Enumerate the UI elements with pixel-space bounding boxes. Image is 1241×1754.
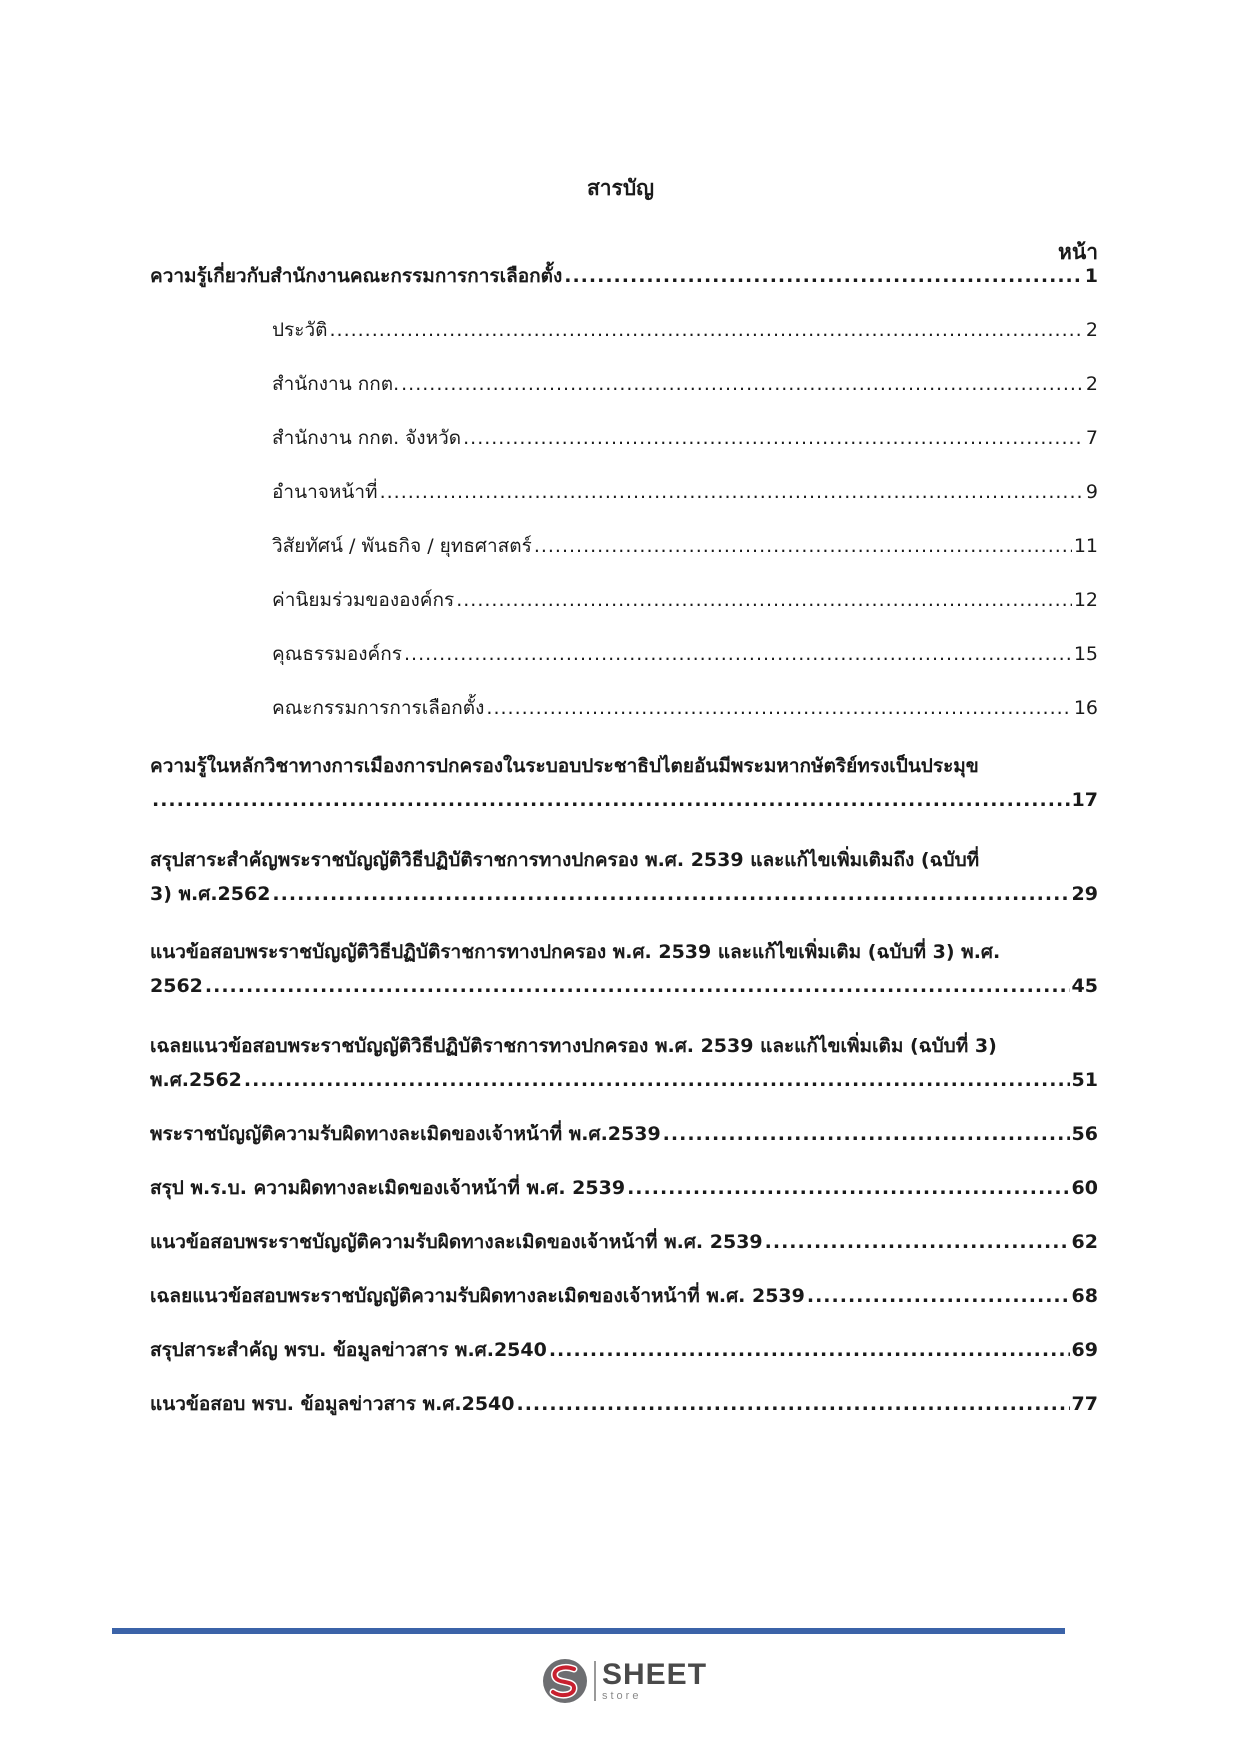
toc-entry-text: ความรู้เกี่ยวกับสำนักงานคณะกรรมการการเลือกตั้ง: [150, 265, 563, 287]
toc-entry-text: พ.ศ.2562: [150, 1069, 242, 1091]
toc-entry-page: 56: [1071, 1123, 1098, 1145]
toc-entry[interactable]: [150, 1282, 1098, 1310]
toc-entry-page: 69: [1071, 1339, 1098, 1361]
toc-entry-page: 68: [1071, 1285, 1098, 1307]
toc-entry[interactable]: [150, 972, 1098, 1000]
toc-entry-page: 15: [1073, 643, 1098, 665]
toc-entry-page: 29: [1071, 883, 1098, 905]
toc-entry-text: คุณธรรมองค์กร: [272, 643, 402, 665]
toc-subentry[interactable]: [272, 316, 1098, 344]
brand-logo: [540, 1656, 707, 1706]
toc-subentry[interactable]: [272, 424, 1098, 452]
toc-entry-page: 2: [1085, 373, 1098, 395]
dot-leader: [549, 1336, 1070, 1364]
dot-leader: [765, 1228, 1070, 1256]
toc-entry-text: สำนักงาน กกต.: [272, 373, 400, 395]
dot-leader: [517, 1390, 1070, 1418]
logo-divider: [594, 1661, 596, 1701]
brand-subtitle: store: [602, 1690, 642, 1702]
toc-entry-text: ประวัติ: [272, 319, 328, 341]
toc-subentry[interactable]: [272, 532, 1098, 560]
toc-entry-text: แนวข้อสอบพระราชบัญญัติความรับผิดทางละเมิดของเจ้าหน้าที่ พ.ศ. 2539: [150, 1231, 763, 1253]
toc-subentry[interactable]: [272, 370, 1098, 398]
toc-entry[interactable]: [150, 880, 1098, 908]
toc-entry[interactable]: [150, 262, 1098, 290]
toc-entry-text: สรุปสาระสำคัญ พรบ. ข้อมูลข่าวสาร พ.ศ.2540: [150, 1339, 547, 1361]
toc-entry-page: 51: [1071, 1069, 1098, 1091]
toc-entry-line1[interactable]: เฉลยแนวข้อสอบพระราชบัญญัติวิธีปฏิบัติราชการทางปกครอง พ.ศ. 2539 และแก้ไขเพิ่มเติม (ฉบับที่ 3): [150, 1035, 997, 1057]
toc-entry-text: สรุป พ.ร.บ. ความผิดทางละเมิดของเจ้าหน้าที่ พ.ศ. 2539: [150, 1177, 626, 1199]
toc-subentry[interactable]: [272, 586, 1098, 614]
toc-entry-line1[interactable]: สรุปสาระสำคัญพระราชบัญญัติวิธีปฏิบัติราชการทางปกครอง พ.ศ. 2539 และแก้ไขเพิ่มเติมถึง (ฉบับที่: [150, 849, 980, 871]
toc-entry[interactable]: [150, 1174, 1098, 1202]
toc-entry-text: คณะกรรมการการเลือกตั้ง: [272, 697, 485, 719]
toc-entry-page: 2: [1085, 319, 1098, 341]
toc-entry-page: 45: [1071, 975, 1098, 997]
toc-entry-page: 7: [1085, 427, 1098, 449]
toc-entry[interactable]: [150, 786, 1098, 814]
toc-entry-page: 77: [1071, 1393, 1098, 1415]
toc-entry[interactable]: [150, 1390, 1098, 1418]
toc-entry-text: แนวข้อสอบ พรบ. ข้อมูลข่าวสาร พ.ศ.2540: [150, 1393, 515, 1415]
toc-entry-line1[interactable]: ความรู้ในหลักวิชาทางการเมืองการปกครองในระบอบประชาธิปไตยอันมีพระมหากษัตริย์ทรงเป็นประมุข: [150, 755, 979, 777]
dot-leader: [463, 424, 1084, 452]
dot-leader: [534, 532, 1072, 560]
toc-entry-text: สำนักงาน กกต. จังหวัด: [272, 427, 462, 449]
toc-entry-page: 60: [1071, 1177, 1098, 1199]
sheet-store-logo-icon: [540, 1656, 590, 1706]
toc-entry-text: ค่านิยมร่วมขององค์กร: [272, 589, 455, 611]
dot-leader: [152, 786, 1070, 814]
dot-leader: [486, 694, 1071, 722]
dot-leader: [401, 370, 1084, 398]
toc-entry-text: 3) พ.ศ.2562: [150, 883, 271, 905]
toc-entry-text: อำนาจหน้าที่: [272, 481, 378, 503]
dot-leader: [272, 880, 1069, 908]
toc-entry-page: 1: [1084, 265, 1098, 287]
toc-entry-text: 2562: [150, 975, 203, 997]
toc-entry[interactable]: [150, 1066, 1098, 1094]
toc-entry-text: เฉลยแนวข้อสอบพระราชบัญญัติความรับผิดทางละเมิดของเจ้าหน้าที่ พ.ศ. 2539: [150, 1285, 805, 1307]
dot-leader: [627, 1174, 1069, 1202]
footer-rule: [112, 1628, 1065, 1634]
dot-leader: [380, 478, 1084, 506]
dot-leader: [663, 1120, 1070, 1148]
toc-subentry[interactable]: [272, 478, 1098, 506]
toc-entry[interactable]: [150, 1120, 1098, 1148]
brand-name: SHEET: [602, 1658, 708, 1691]
toc-entry[interactable]: [150, 1228, 1098, 1256]
dot-leader: [456, 586, 1072, 614]
toc-entry-text: วิสัยทัศน์ / พันธกิจ / ยุทธศาสตร์: [272, 535, 532, 557]
toc-entry-page: 62: [1071, 1231, 1098, 1253]
toc-subentry[interactable]: [272, 640, 1098, 668]
toc-subentry[interactable]: [272, 694, 1098, 722]
toc-entry-page: 9: [1085, 481, 1098, 503]
page-column-header: หน้า: [1058, 240, 1098, 264]
toc-entry-page: 16: [1073, 697, 1098, 719]
dot-leader: [404, 640, 1072, 668]
toc-entry-page: 17: [1071, 789, 1098, 811]
dot-leader: [807, 1282, 1070, 1310]
toc-entry-page: 11: [1073, 535, 1098, 557]
dot-leader: [205, 972, 1070, 1000]
toc-entry-line1[interactable]: แนวข้อสอบพระราชบัญญัติวิธีปฏิบัติราชการทางปกครอง พ.ศ. 2539 และแก้ไขเพิ่มเติม (ฉบับที่ 3) พ.ศ.: [150, 941, 1001, 963]
dot-leader: [244, 1066, 1070, 1094]
toc-entry-text: พระราชบัญญัติความรับผิดทางละเมิดของเจ้าหน้าที่ พ.ศ.2539: [150, 1123, 661, 1145]
toc-entry[interactable]: [150, 1336, 1098, 1364]
toc-entry-page: 12: [1073, 589, 1098, 611]
dot-leader: [564, 262, 1083, 290]
page-title: สารบัญ: [586, 176, 655, 200]
dot-leader: [329, 316, 1083, 344]
